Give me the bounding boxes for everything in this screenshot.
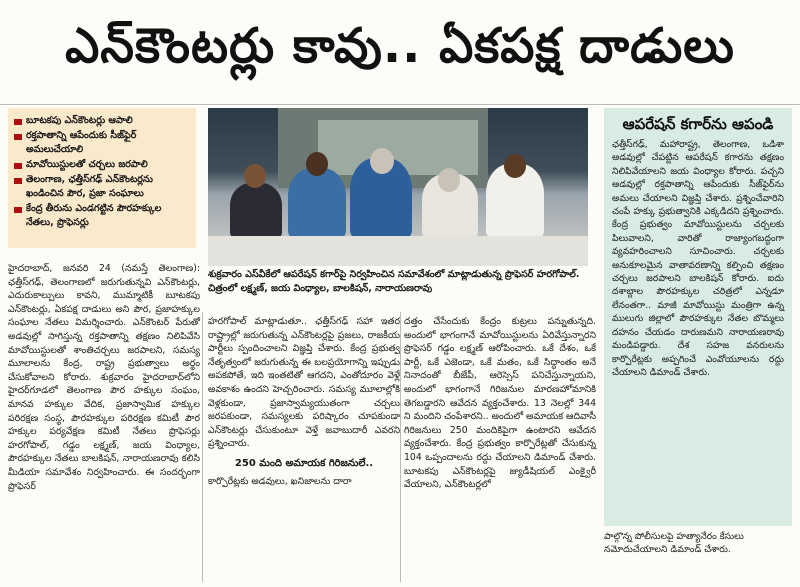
column-2-tail: కార్పొరేట్లకు అడవులు, ఖనిజాలను దారా [208,475,352,487]
highlight-item: తెలంగాణ, ఛత్తీస్‌గఢ్ ఎన్‌కౌంటర్లను ఖండించిన పౌర, ప్రజా సంఘాలు [14,173,190,201]
article-column-2 [208,315,400,488]
headline: ఎన్‌కౌంటర్లు కావు.. ఏకపక్ష దాడులు [65,18,735,74]
highlights-box [8,108,196,248]
highlight-item: రక్తపాతాన్ని ఆపేందుకు సీజ్‌ఫైర్ అమలుచేయాలి [14,129,190,157]
article-column-3: దత్తం చేసేందుకు కేంద్రం కుట్రలు పన్నుతున్నది. అందులో భాగంగానే మావోయిస్టులను ఏరివేస్తున్నారని ప్రొఫెసర్ గడ్డం లక్ష్మణ్ ఆరోపించారు. ఒకే దేశం, ఒకే పార్టీ, ఒకే ఎజెండా, ఒకే మతం, ఒకే సిద్ధాంతం అనే నినాదంతో బీజేపీ, ఆరెస్సెస్ పనిచేస్తున్నాయని, అందులో భాగంగానే గిరిజనుల మారణహోమానికి తెగబడ్డారని ఆవేదన వ్యక్తంచేశారు. 13 నెలల్లో 344 ని మందిని చంపేశారని.. అందులో అమాయక ఆదివాసీ గిరిజనులు 250 మందికిపైగా ఉంటారని ఆవేదన వ్యక్తంచేశారు. కేంద్ర ప్రభుత్వం కార్పొరేట్లతో చేసుకున్న 104 ఒప్పందాలను రద్దు చేయాలని డిమాండ్ చేశారు. బూటకపు ఎన్‌కౌంటర్లపై జ్యుడీషియల్ ఎంక్వైరీ వేయాలని, ఎన్‌కౌంటర్లలో [404,316,597,491]
column-divider [400,312,401,582]
bullet-icon [14,178,22,184]
highlight-item: బూటకపు ఎన్‌కౌంటర్లు ఆపాలి [14,114,190,128]
highlight-item: కేంద్ర తీరును ఎండగట్టిన పౌరహక్కుల నేతలు, ప్రొఫెసర్లు [14,202,190,230]
press-meet-photo [208,108,588,266]
highlight-item: మావోయిస్టులతో చర్చలు జరపాలి [14,158,190,172]
sidebar-note: పాల్గొన్న పోలీసులపై హత్యానేరం కేసులు నమోదుచేయాలని డిమాండ్ చేశారు. [604,531,744,556]
subheading: 250 మంది అమాయక గిరిజనులే.. [234,457,374,469]
column-divider [202,312,203,582]
sidebar-title: ఆపరేషన్ కగార్‌ను ఆపండి [622,115,774,133]
sidebar-body: ఛత్తీస్‌గఢ్, మహారాష్ట్ర, తెలంగాణ, ఒడిశా అడవుల్లో చేపట్టిన ఆపరేషన్ కగారను తక్షణం నిలిపివేయాలని జయ వింధ్యాల కోరారు. పచ్చని అడవుల్లో రక్తపాతాన్ని ఆపేందుకు సీజ్‌ఫైర్‌ను అమలు చేయాలని విజ్ఞప్తి చేశారు. ప్రశ్నించేవారిని చంపే హక్కు ప్రభుత్వానికి ఎక్కడిదని ప్రశ్నించారు. కేంద్ర ప్రభుత్వం మావోయిస్టులను చర్చలకు పిలువాలని, వారితో రాజ్యాంగబద్ధంగా వ్యవహరించాలని సూచించారు. చర్చలకు అనుకూలమైన వాతావరణాన్ని కల్పించి తక్షణం చర్చలు జరపాలని బాలకిషన్ కోరారు. ఐదు దశాబ్దాల పౌరహక్కుల చరిత్రలో ఎన్నడూ లేనంతగా.. మాజీ మావోయిస్టు మంత్రిగా ఉన్న ములుగు జిల్లాలో పౌరహక్కుల నేతల బొమ్మలు దహనం చేయడం దారుణమని నారాయణరావు మండిపడ్డారు. దేశ సహజ వనరులను కార్పొరేట్లకు అప్పగించే ఎంవోయూలను రద్దు చేయాలని డిమాండ్ చేశారు. [612,139,784,378]
article-column-1: హైదరాబాద్, జనవరి 24 (నమస్తే తెలంగాణ): ఛత్తీస్‌గఢ్, తెలంగాణలో జరుగుతున్నవి ఎన్‌కౌంటర్లు, ఎదురుకాల్పులు కావని, ముమ్మాటికీ బూటకపు ఎన్‌కౌంటర్లు, ఏకపక్ష దాడులు అని పౌర, ప్రజాహక్కుల సంఘాల నేతలు విమర్శించారు. ఎన్‌కౌంటర్ పేరుతో అడవుల్లో సాగిస్తున్న రక్తపాతాన్ని తక్షణం నిలిపివేసి మావోయిస్టులతో శాంతిచర్చలు జరపాలని, సమస్య మూలాలను కేంద్ర, రాష్ట్ర ప్రభుత్వాలు అర్థం చేసుకోవాలని కోరారు. శుక్రవారం హైదరాబాద్‌లోని హైదర్‌గూడలో తెలంగాణ పౌర హక్కుల సంఘం, మానవ హక్కుల వేదిక, ప్రజాస్వామిక హక్కుల పరిరక్షణ సంస్థ, పౌరహక్కుల పరిరక్షణ కమిటీ పౌర హక్కుల పర్యవేక్షణ కమిటీ నేతలు ప్రొఫెసర్లు హరగోపాల్, గడ్డం లక్ష్మణ్, జయ వింధ్యాల, పౌరహక్కుల నేతలు బాలకిషన్, నారాయణరావు కలిసి మీడియా సమావేశం నిర్వహించారు. ఈ సందర్భంగా ప్రొఫెసర్ [8,263,200,492]
divider [0,104,800,105]
bullet-icon [14,119,22,125]
bullet-icon [14,207,22,213]
photo-caption: శుక్రవారం ఎస్‌వీకేలో ఆపరేషన్ కగార్‌పై నిర్వహించిన సమావేశంలో మాట్లాడుతున్న ప్రొఫెసర్ హరగోపాల్. చిత్రంలో లక్ష్మణ్, జయ వింధ్యాల, బాలకిషన్, నారాయణరావు [208,269,580,294]
sidebar-box [604,108,792,526]
bullet-icon [14,134,22,140]
column-2-text: హరగోపాల్ మాట్లాడుతూ.. ఛత్తీస్‌గఢ్ సహా ఇతర రాష్ట్రాల్లో జరుగుతున్న ఎన్‌కౌంటర్లపై ప్రజలు, రాజకీయ పార్టీలు స్పందించాలని విజ్ఞప్తి చేశారు. కేంద్ర ప్రభుత్వ నేతృత్వంలో జరుగుతున్న ఈ బలప్రయోగాన్ని ఇప్పుడు అపకపోతే, ఇది ఇంతటితో ఆగదని, ఎంతోదూరం వెళ్లే అవకాశం ఉందని హెచ్చరించారు. సమస్య మూలాల్లోకి వెళ్లకుండా, ప్రజాస్వామ్యయుతంగా చర్చలు జరపకుండా, సమస్యలకు పరిష్కారం చూపకుండా ఎన్‌కౌంటర్లు చేసుకుంటూ వెళ్తే జవాబుదారీ ఎవరని ప్రశ్నించారు. [208,316,400,450]
bullet-icon [14,163,22,169]
